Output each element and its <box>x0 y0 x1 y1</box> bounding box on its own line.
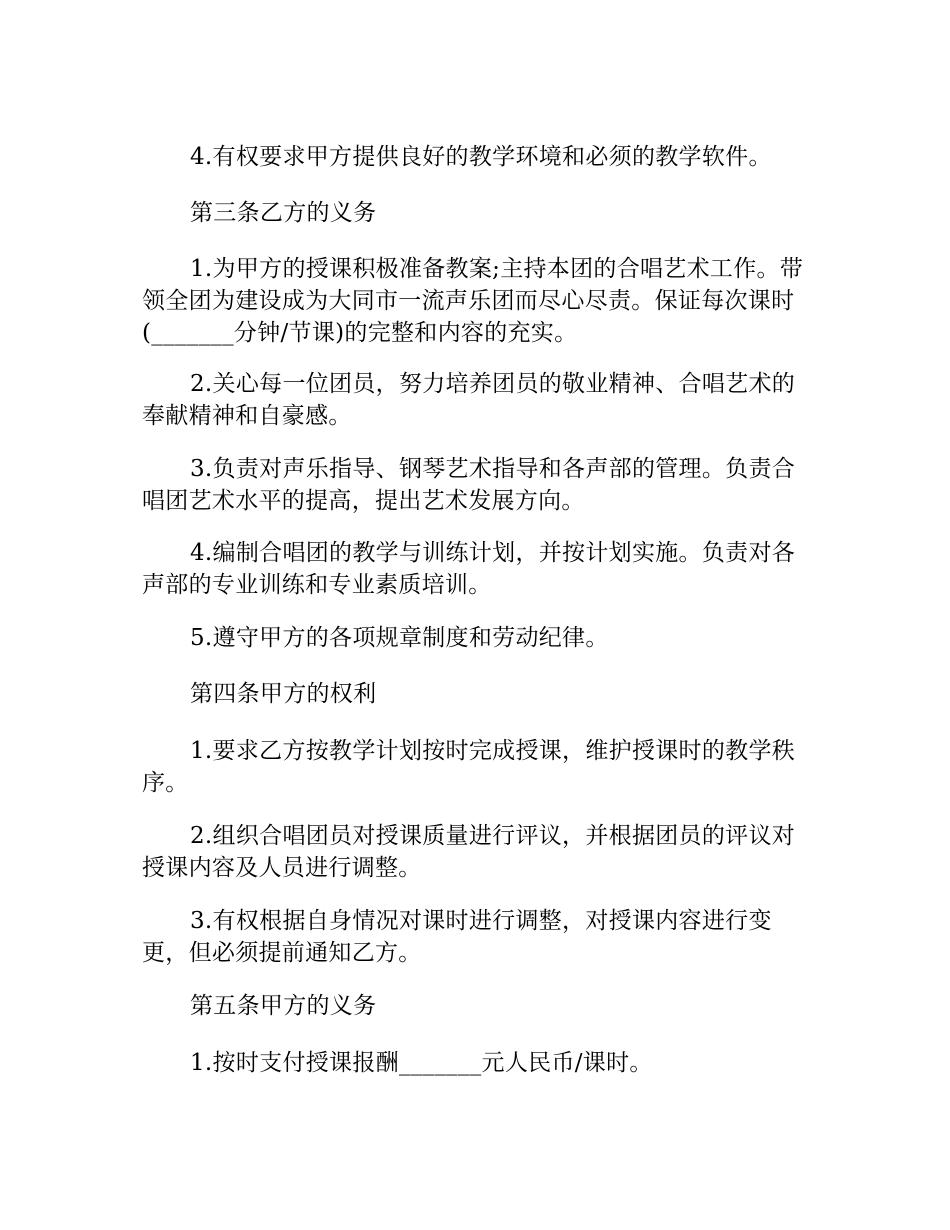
paragraph-party-b-right-4: 4.有权要求甲方提供良好的教学环境和必须的教学软件。 <box>190 144 772 170</box>
paragraph-party-a-right-3: 3.有权根据自身情况对课时进行调整，对授课内容进行变更，但必须提前通知乙方。 <box>142 908 772 966</box>
paragraph-party-b-duty-3: 3.负责对声乐指导、钢琴艺术指导和各声部的管理。负责合唱团艺术水平的提高，提出艺术发展方向。 <box>142 456 796 514</box>
paragraph-party-b-duty-1: 1.为甲方的授课积极准备教案;主持本团的合唱艺术工作。带领全团为建设成为大同市一流声乐团而尽心尽责。保证每次课时(_______分钟/节课)的完整和内容的充实。 <box>142 256 804 346</box>
paragraph-party-b-duty-5: 5.遵守甲方的各项规章制度和劳动纪律。 <box>190 625 609 651</box>
paragraph-party-b-duty-4: 4.编制合唱团的教学与训练计划，并按计划实施。负责对各声部的专业训练和专业素质培训。 <box>142 540 796 598</box>
paragraph-party-a-duty-1: 1.按时支付授课报酬_______元人民币/课时。 <box>190 1050 653 1076</box>
paragraph-party-a-right-1: 1.要求乙方按教学计划按时完成授课，维护授课时的教学秩序。 <box>142 738 796 796</box>
heading-article-3: 第三条乙方的义务 <box>190 200 377 226</box>
paragraph-party-b-duty-2: 2.关心每一位团员，努力培养团员的敬业精神、合唱艺术的奉献精神和自豪感。 <box>142 371 796 429</box>
heading-article-5: 第五条甲方的义务 <box>190 993 377 1019</box>
paragraph-party-a-right-2: 2.组织合唱团员对授课质量进行评议，并根据团员的评议对授课内容及人员进行调整。 <box>142 823 796 881</box>
heading-article-4: 第四条甲方的权利 <box>190 681 377 707</box>
